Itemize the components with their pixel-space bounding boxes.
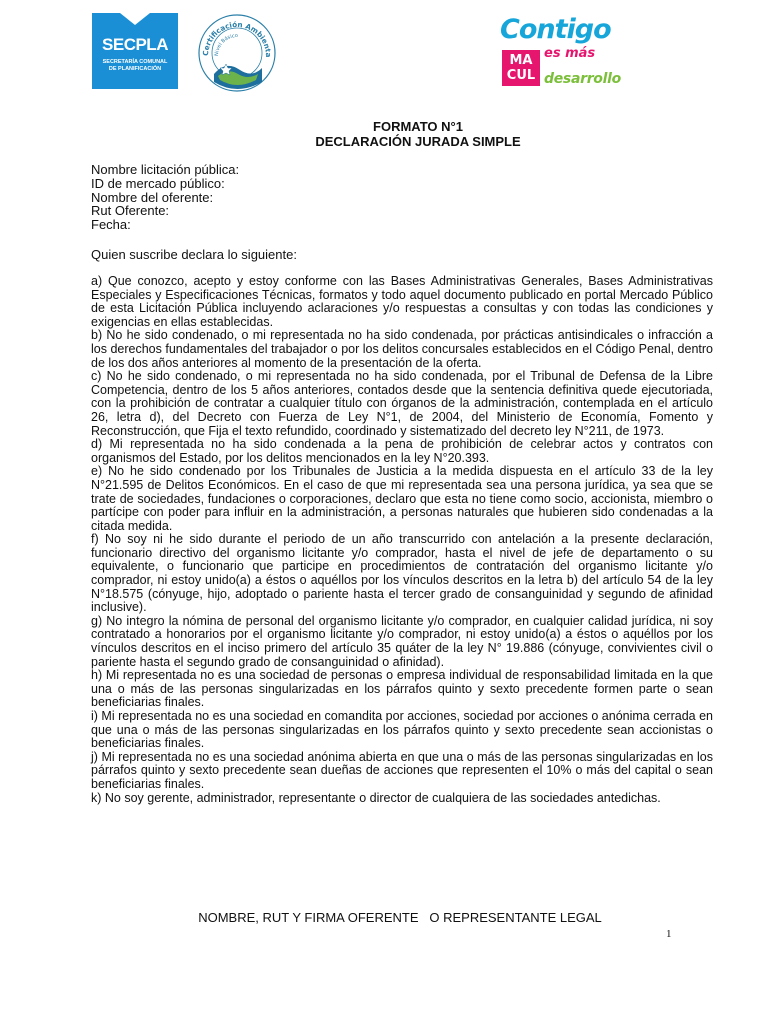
clause-c: c) No he sido condenado, o mi representada no ha sido condenada, por el Tribunal de Defensa de la Libre Competencia, dentro de los 5 años anteriores, contados desde que la sentencia definitiva quede ejecutoriada, con la prohibición de contratar a cualquier título con órganos de la administración, contemplada en el artículo 26, letra d), del Decreto con Fuerza de Ley N°1, de 2004, del Ministerio de Economía, Fomento y Reconstrucción, que Fija el texto refundido, coordinado y sistematizado del decreto ley N°211, de 1973. xyxy=(91,369,713,438)
header-fields xyxy=(91,163,239,232)
seal-graphic xyxy=(196,12,278,94)
contigo-logo xyxy=(494,14,650,90)
field-tender-name: Nombre licitación pública: xyxy=(91,162,240,177)
secpla-logo-name: SECPLA xyxy=(102,35,168,54)
seal-level-text: Nivel Básico xyxy=(213,32,238,57)
secpla-logo xyxy=(92,13,178,89)
field-date: Fecha: xyxy=(91,217,131,233)
field-bidder-name: Nombre del oferente: xyxy=(91,189,214,205)
macul-badge: MA CUL xyxy=(502,50,540,86)
clause-j: j) Mi representada no es una sociedad anónima abierta en que una o más de las personas singularizadas en los párrafos quinto y sexto precedente sean dueñas de acciones que representen el 10% o más del capital o sean beneficiarias finales. xyxy=(91,749,713,791)
document-format-title: FORMATO N°1 xyxy=(373,119,463,134)
clause-d: d) Mi representada no ha sido condenada a la pena de prohibición de celebrar actos y contratos con organismos del Estado, por los delitos mencionados en la ley N°20.393. xyxy=(91,437,713,465)
logo-notch xyxy=(120,13,150,25)
seal-text: Certificación Ambienta xyxy=(200,19,274,58)
es-mas-text: es más xyxy=(544,46,596,61)
field-bidder-rut: Rut Oferente: xyxy=(91,203,170,219)
signature-line: NOMBRE, RUT Y FIRMA OFERENTE O REPRESENTANTE LEGAL xyxy=(198,910,602,925)
clause-k: k) No soy gerente, administrador, representante o director de cualquiera de las sociedades antedichas. xyxy=(91,790,661,805)
intro-text: Quien suscribe declara lo siguiente: xyxy=(91,247,297,262)
clause-e: e) No he sido condenado por los Tribunales de Justicia a la medida dispuesta en el artículo 33 de la ley N°21.595 de Delitos Económicos. En el caso de que mi representada sea una persona jurídica, ya sea que se trate de sociedades, fundaciones o corporaciones, declaro que esta no tiene como socio, accionista, miembro o partícipe con poder para influir en la administración, a personas naturales que hubieren sido condenadas a la citada medida. xyxy=(91,464,713,533)
contigo-word: Contigo xyxy=(500,14,611,45)
clause-a: a) Que conozco, acepto y estoy conforme con las Bases Administrativas Generales, Bases Administrativas Especiales y Especificaciones Técnicas, formatos y todo aquel documento publicado en portal Mercado Público de esta Licitación Pública incluyendo aclaraciones y/o respuestas a consultas y con todas las condiciones y exigencias en ellas establecidas. xyxy=(91,274,713,329)
page-number: 1 xyxy=(666,928,672,940)
clause-g: g) No integro la nómina de personal del organismo licitante y/o comprador, en cualquier calidad jurídica, ni soy contratado a honorarios por el organismo licitante y/o comprador, ni estoy unido(a) a éstos o aquéllos por los vínculos descritos en el inciso primero del artículo 35 quáter de la ley N° 19.886 (cónyuge, convivientes civil o pariente hasta el segundo grado de consanguinidad o afinidad). xyxy=(91,613,713,669)
declaration-clauses xyxy=(91,275,713,805)
clause-f: f) No soy ni he sido durante el periodo de un año transcurrido con antelación a la presente declaración, funcionario directivo del organismo licitante y/o comprador, hasta el nivel de jefe de departamento o su equivalente, o funcionario que participe en procedimientos de contratación del organismo licitante y/o comprador, ni estoy unido(a) a éstos o aquéllos por los vínculos descritos en la letra b) del artículo 54 de la ley N°18.575 (cónyuge, hijo, adoptado o pariente hasta el tercer grado de consanguinidad y segundo de afinidad inclusive). xyxy=(91,532,713,615)
field-market-id: ID de mercado público: xyxy=(91,175,225,191)
clause-h: h) Mi representada no es una sociedad de personas o empresa individual de responsabilidad limitada en la que una o más de las personas singularizadas en los párrafos quinto y sexto precedente formen parte o sean beneficiarias finales. xyxy=(91,668,713,710)
clause-b: b) No he sido condenado, o mi representada no ha sido condenada, por prácticas antisindicales o infracción a los derechos fundamentales del trabajador o por los delitos concursales establecidos en el Código Penal, dentro de los dos años anteriores al momento de la presentación de la oferta. xyxy=(91,328,713,370)
document-title: DECLARACIÓN JURADA SIMPLE xyxy=(315,134,521,149)
desarrollo-text: desarrollo xyxy=(544,71,621,87)
environmental-certification-seal xyxy=(196,12,278,94)
secpla-logo-subtitle: SECRETARÍA COMUNAL DE PLANIFICACIÓN xyxy=(102,59,168,72)
clause-i: i) Mi representada no es una sociedad en comandita por acciones, sociedad por acciones o anónima cerrada en que una o más de las personas singularizadas en los párrafos quinto y sexto precedente sean accionistas o beneficiarias finales. xyxy=(91,709,713,751)
